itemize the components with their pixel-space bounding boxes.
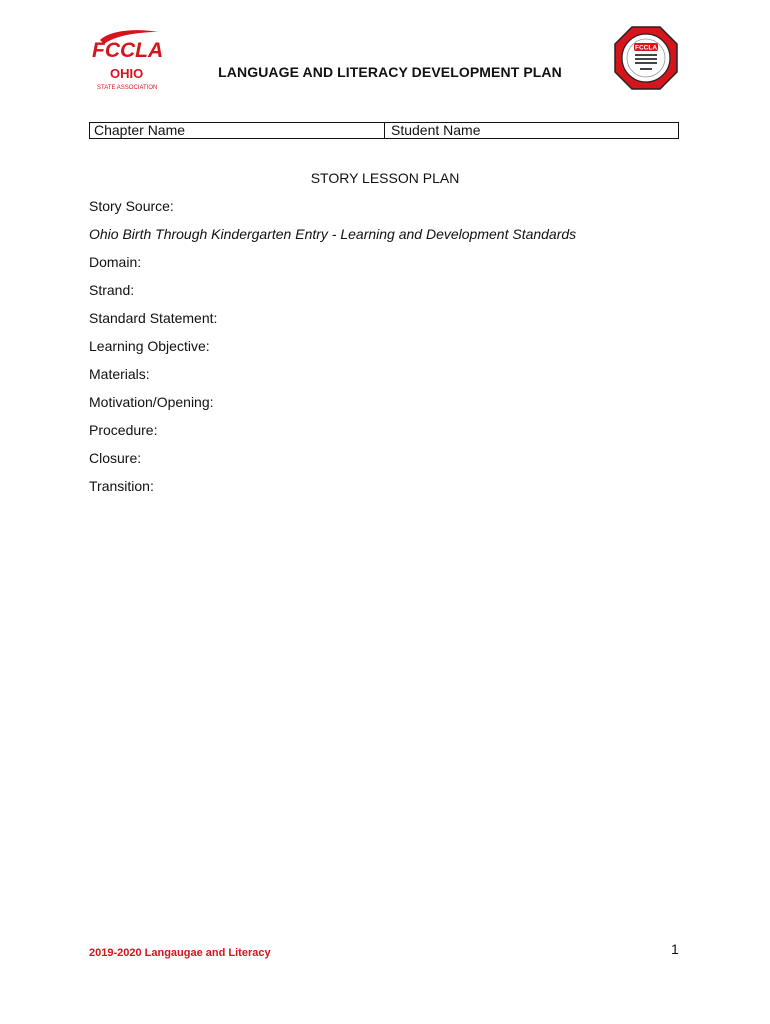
name-table [89, 122, 679, 139]
svg-text:OHIO: OHIO [110, 66, 144, 81]
section-heading: STORY LESSON PLAN [310, 170, 460, 186]
materials-label: Materials: [89, 366, 150, 382]
fccla-seal-icon [613, 25, 679, 91]
domain-label: Domain: [89, 254, 142, 270]
lesson-plan-fields [89, 197, 689, 505]
story-source-label: Story Source: [89, 198, 174, 214]
strand-label: Strand: [89, 282, 135, 298]
chapter-name-field[interactable]: Chapter Name [90, 123, 385, 138]
transition-label: Transition: [89, 478, 154, 494]
procedure-label: Procedure: [89, 422, 158, 438]
document-title: LANGUAGE AND LITERACY DEVELOPMENT PLAN [218, 64, 562, 80]
standards-reference: Ohio Birth Through Kindergarten Entry - Learning and Development Standards [89, 226, 577, 242]
standard-statement-label: Standard Statement: [89, 310, 218, 326]
svg-text:STATE ASSOCIATION: STATE ASSOCIATION [97, 85, 158, 91]
student-name-field[interactable]: Student Name [391, 122, 481, 138]
footer-text: 2019-2020 Langaugae and Literacy [89, 947, 271, 959]
closure-label: Closure: [89, 450, 142, 466]
fccla-ohio-logo-icon [88, 26, 173, 94]
svg-text:FCCLA: FCCLA [634, 44, 658, 52]
learning-objective-label: Learning Objective: [89, 338, 210, 354]
svg-text:FCCLA: FCCLA [92, 39, 164, 62]
motivation-opening-label: Motivation/Opening: [89, 394, 214, 410]
page-number: 1 [671, 941, 679, 957]
